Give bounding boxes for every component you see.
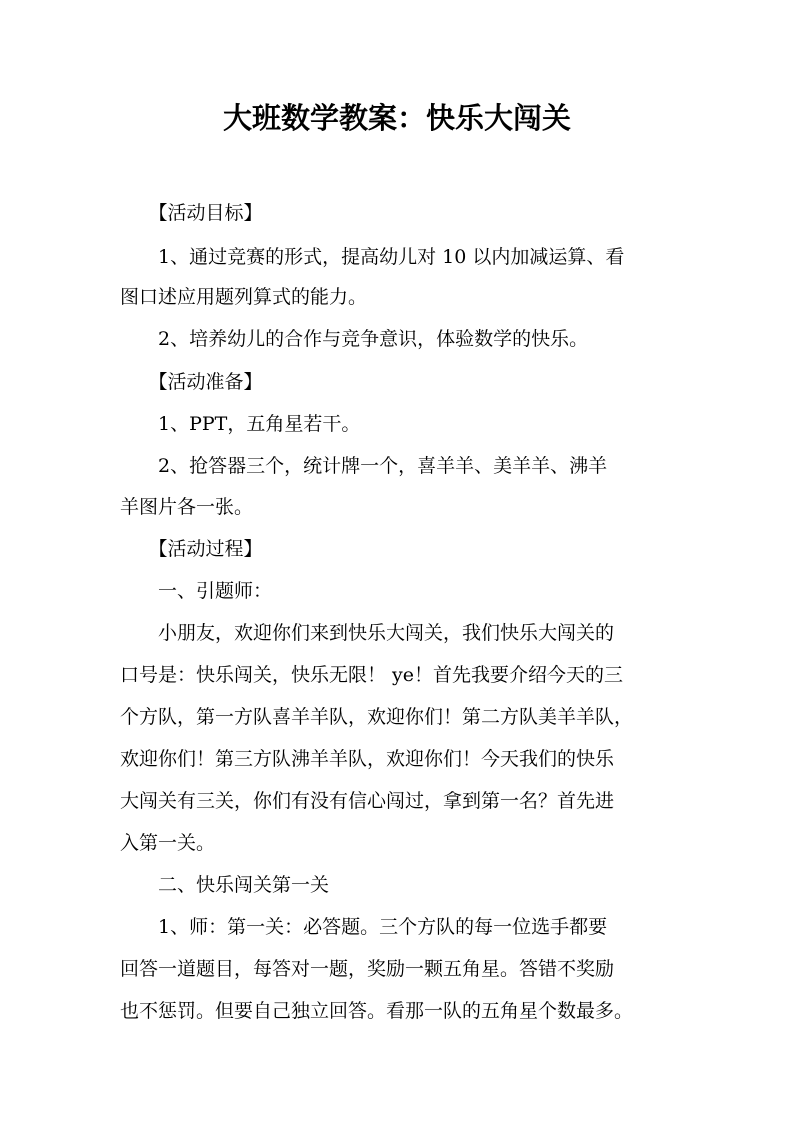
paragraph-line: 回答一道题目，每答对一题，奖励一颗五角星。答错不奖励 bbox=[120, 958, 615, 980]
paragraph-line: 2、抢答器三个，统计牌一个，喜羊羊、美羊羊、沸羊 bbox=[120, 455, 608, 477]
paragraph-line: 小朋友，欢迎你们来到快乐大闯关，我们快乐大闯关的 bbox=[120, 622, 615, 644]
paragraph-line: 1、师：第一关：必答题。三个方队的每一位选手都要 bbox=[120, 916, 608, 938]
paragraph-line: 欢迎你们！第三方队沸羊羊队，欢迎你们！今天我们的快乐 bbox=[120, 748, 615, 770]
paragraph-line: 大闯关有三关，你们有没有信心闯过，拿到第一名？首先进 bbox=[120, 790, 615, 812]
paragraph-line: 入第一关。 bbox=[120, 832, 216, 854]
subheading-intro: 一、引题师： bbox=[120, 580, 273, 602]
section-heading-preparation: 【活动准备】 bbox=[120, 371, 263, 393]
subheading-level-one: 二、快乐闯关第一关 bbox=[120, 874, 330, 896]
paragraph-line: 1、PPT，五角星若干。 bbox=[120, 413, 361, 435]
paragraph-line: 口号是：快乐闯关，快乐无限！ ye！首先我要介绍今天的三 bbox=[120, 664, 624, 686]
paragraph-line: 也不惩罚。但要自己独立回答。看那一队的五角星个数最多。 bbox=[120, 1000, 634, 1022]
section-heading-process: 【活动过程】 bbox=[120, 538, 263, 560]
paragraph-line: 图口述应用题列算式的能力。 bbox=[120, 286, 368, 308]
section-heading-goals: 【活动目标】 bbox=[120, 202, 263, 224]
paragraph-line: 个方队，第一方队喜羊羊队，欢迎你们！第二方队美羊羊队， bbox=[120, 706, 634, 728]
paragraph-line: 2、培养幼儿的合作与竞争意识，体验数学的快乐。 bbox=[120, 328, 589, 350]
document-title: 大班数学教案：快乐大闯关 bbox=[222, 101, 571, 135]
paragraph-line: 1、通过竞赛的形式，提高幼儿对 10 以内加减运算、看 bbox=[120, 246, 625, 268]
paragraph-line: 羊图片各一张。 bbox=[120, 496, 254, 518]
